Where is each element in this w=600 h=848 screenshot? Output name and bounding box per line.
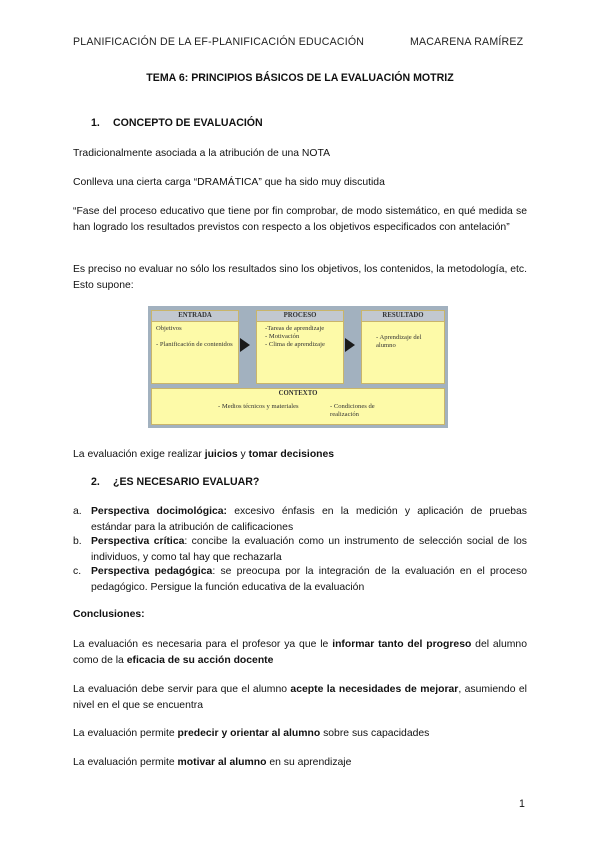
- bold-tomar-decisiones: tomar decisiones: [248, 449, 335, 460]
- header-right: MACARENA RAMÍREZ: [410, 36, 524, 48]
- page-number: 1: [519, 798, 525, 810]
- text-segment: La evaluación permite: [73, 757, 178, 768]
- paragraph-evaluar: Es preciso no evaluar no sólo los resultados sino los objetivos, los contenidos, la metodología, etc. Esto supone:: [73, 264, 527, 291]
- bold-segment: motivar al alumno: [177, 757, 267, 768]
- contexto-line-1: - Medios técnicos y materiales: [218, 403, 299, 410]
- document-title: TEMA 6: PRINCIPIOS BÁSICOS DE LA EVALUACIÓN MOTRIZ: [146, 72, 454, 84]
- entrada-box: [151, 310, 239, 384]
- paragraph-juicios: [73, 447, 527, 463]
- conclusion-2: [73, 682, 527, 714]
- conclusions-heading: Conclusiones:: [73, 609, 145, 620]
- evaluation-diagram: [148, 306, 448, 428]
- paragraph-definition: “Fase del proceso educativo que tiene por fin comprobar, de modo sistemático, en qué medida se han logrado los resultados previstos con respecto a los objetivos especificados con antelación”: [73, 206, 527, 233]
- bold-segment: eficacia de su acción docente: [126, 655, 274, 666]
- resultado-title: RESULTADO: [362, 311, 444, 322]
- section-1-heading: [91, 117, 263, 129]
- entrada-title: ENTRADA: [152, 311, 238, 322]
- list-marker: a.: [73, 506, 82, 517]
- contexto-box: [151, 388, 445, 425]
- arrow-right-icon: [240, 338, 250, 352]
- text-segment: del alumno como de la: [73, 639, 527, 666]
- resultado-line-1: - Aprendizaje del alumno: [376, 334, 422, 349]
- list-item-text: excesivo énfasis en la medición y aplicación de pruebas estándar para la atribución de calificaciones: [91, 506, 527, 533]
- list-marker: b.: [73, 536, 82, 547]
- list-item-text: : concibe la evaluación como un instrumento de selección social de los individuos, y como tal hay que rechazarla: [91, 536, 527, 563]
- text-segment: La evaluación exige realizar: [73, 449, 205, 460]
- text-segment: en su aprendizaje: [266, 757, 352, 768]
- text-segment: La evaluación permite: [73, 728, 178, 739]
- section-2-heading: [91, 476, 259, 488]
- list-item-text: : se preocupa por la integración de la evaluación en el proceso pedagógico. Persigue la función educativa de la evaluación: [91, 566, 527, 593]
- section-2-number: 2.: [91, 476, 100, 488]
- resultado-box: [361, 310, 445, 384]
- header-left: PLANIFICACIÓN DE LA EF-PLANIFICACIÓN EDUCACIÓN: [73, 36, 365, 48]
- contexto-title: CONTEXTO: [278, 390, 318, 397]
- bold-segment: informar tanto del progreso: [332, 639, 472, 650]
- text-segment: sobre sus capacidades: [320, 728, 430, 739]
- section-1-number: 1.: [91, 117, 100, 129]
- section-2-title: ¿ES NECESARIO EVALUAR?: [113, 476, 260, 488]
- entrada-line-2: - Planificación de contenidos: [156, 341, 233, 348]
- text-segment: La evaluación debe servir para que el alumno: [73, 684, 291, 695]
- proceso-line-2: - Motivación: [265, 333, 300, 340]
- bold-segment: predecir y orientar al alumno: [177, 728, 321, 739]
- arrow-right-icon: [345, 338, 355, 352]
- entrada-line-1: Objetivos: [156, 325, 182, 332]
- proceso-line-1: -Tareas de aprendizaje: [265, 325, 325, 332]
- paragraph-nota: Tradicionalmente asociada a la atribución de una NOTA: [73, 148, 331, 159]
- proceso-line-3: - Clima de aprendizaje: [265, 341, 325, 348]
- text-segment: y: [237, 449, 249, 460]
- conclusion-1: [73, 637, 527, 669]
- list-item: [73, 504, 527, 536]
- text-segment: La evaluación es necesaria para el profesor ya que le: [73, 639, 333, 650]
- list-item-bold: Perspectiva pedagógica: [91, 566, 213, 577]
- proceso-title: PROCESO: [257, 311, 343, 322]
- text-segment: , asumiendo el nivel en el que se encuentra: [73, 684, 527, 711]
- conclusion-4: [73, 755, 527, 771]
- contexto-line-2: - Condiciones de realización: [330, 403, 375, 418]
- list-item: [73, 564, 527, 596]
- conclusion-3: [73, 726, 527, 742]
- bold-segment: acepte la necesidades de mejorar: [290, 684, 459, 695]
- list-item: [73, 534, 527, 566]
- paragraph-dramatica: Conlleva una cierta carga “DRAMÁTICA” que ha sido muy discutida: [73, 177, 385, 188]
- proceso-box: [256, 310, 344, 384]
- bold-juicios: juicios: [204, 449, 238, 460]
- section-1-title: CONCEPTO DE EVALUACIÓN: [113, 117, 263, 129]
- list-item-bold: Perspectiva docimológica:: [91, 506, 227, 517]
- list-item-bold: Perspectiva crítica: [91, 536, 185, 547]
- list-marker: c.: [73, 566, 82, 577]
